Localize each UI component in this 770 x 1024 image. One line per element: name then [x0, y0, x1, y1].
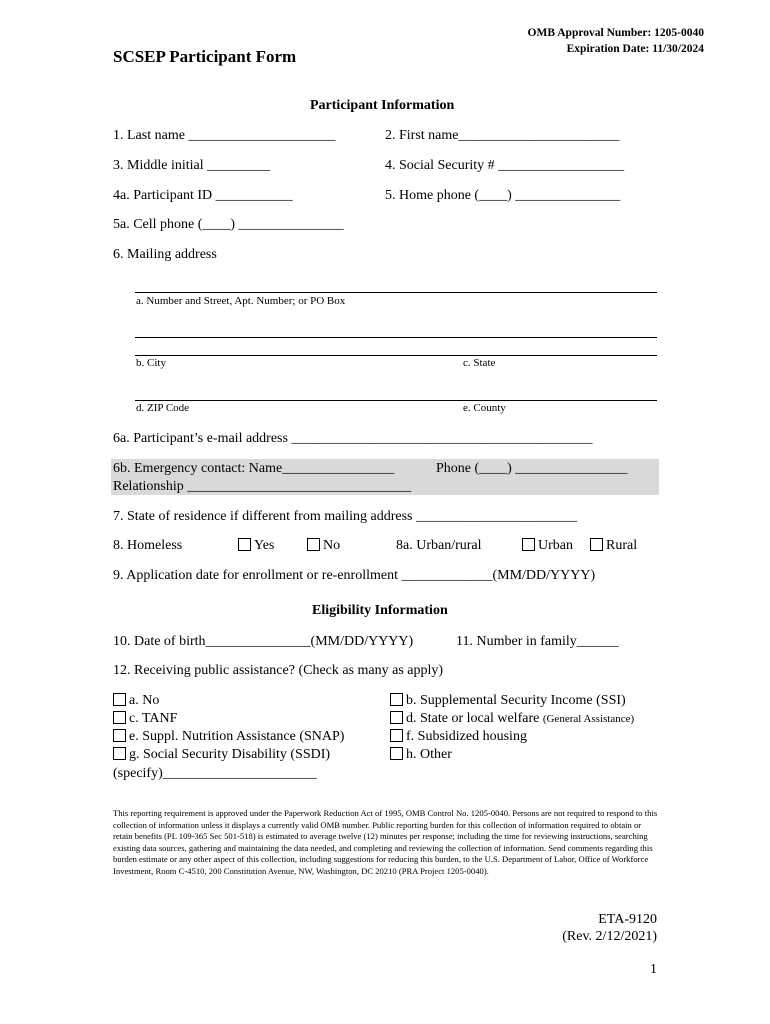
revision-date: (Rev. 2/12/2021)	[562, 929, 657, 944]
street-line[interactable]	[135, 292, 657, 293]
option-other-label: h. Other	[406, 747, 452, 762]
urban-label: Urban	[538, 538, 573, 553]
eligibility-section-title: Eligibility Information	[312, 603, 448, 618]
option-welfare-label: d. State or local welfare	[406, 711, 540, 726]
option-other[interactable]	[390, 747, 452, 763]
participant-id-field[interactable]: 4a. Participant ID ___________	[113, 188, 293, 203]
checkbox-icon[interactable]	[113, 729, 126, 742]
public-assistance-label: 12. Receiving public assistance? (Check as many as apply)	[113, 663, 444, 678]
mailing-address-label: 6. Mailing address	[113, 247, 217, 262]
checkbox-icon[interactable]	[590, 538, 603, 551]
zip-county-line[interactable]	[135, 400, 657, 401]
homeless-label: 8. Homeless	[113, 538, 183, 553]
option-ssdi-label: g. Social Security Disability (SSDI)	[129, 747, 331, 762]
home-phone-field[interactable]: 5. Home phone (____) _______________	[385, 188, 621, 203]
street-label: a. Number and Street, Apt. Number; or PO Box	[136, 295, 346, 307]
rural-label: Rural	[606, 538, 638, 553]
urban-rural-label: 8a. Urban/rural	[396, 538, 482, 553]
specify-field[interactable]: (specify)______________________	[113, 766, 317, 781]
city-label: b. City	[136, 357, 166, 369]
state-label: c. State	[463, 357, 496, 369]
middle-initial-field[interactable]: 3. Middle initial _________	[113, 158, 271, 173]
first-name-field[interactable]: 2. First name_______________________	[385, 128, 620, 143]
form-number: ETA-9120	[598, 912, 657, 927]
checkbox-icon[interactable]	[113, 747, 126, 760]
yes-label: Yes	[254, 538, 275, 553]
option-welfare[interactable]	[390, 711, 634, 727]
omb-approval-number: OMB Approval Number: 1205-0040	[527, 27, 704, 39]
street-line-2[interactable]	[135, 337, 657, 338]
dob-field[interactable]: 10. Date of birth_______________(MM/DD/YYYY)	[113, 634, 414, 649]
option-housing[interactable]	[390, 729, 527, 745]
option-snap[interactable]	[113, 729, 344, 745]
option-welfare-note: (General Assistance)	[542, 713, 635, 725]
family-size-field[interactable]: 11. Number in family______	[456, 634, 619, 649]
emergency-phone-field[interactable]: Phone (____) ________________	[436, 461, 628, 476]
option-tanf-label: c. TANF	[129, 711, 178, 726]
homeless-yes-option[interactable]	[238, 538, 274, 554]
ssn-field[interactable]: 4. Social Security # __________________	[385, 158, 625, 173]
checkbox-icon[interactable]	[390, 711, 403, 724]
emergency-relationship-field[interactable]: Relationship ________________________________	[113, 479, 412, 494]
checkbox-icon[interactable]	[113, 693, 126, 706]
city-state-line[interactable]	[135, 355, 657, 356]
checkbox-icon[interactable]	[390, 693, 403, 706]
option-housing-label: f. Subsidized housing	[406, 729, 527, 744]
checkbox-icon[interactable]	[522, 538, 535, 551]
paperwork-reduction-note: This reporting requirement is approved under the Paperwork Reduction Act of 1995, OMB Control No. 1205-0040. Persons are not required to respond to this collection of information unless it displays a currently valid OMB number. Public reporting burden for this collection of information required to obtain or retain benefits (PL 109-365 Sec 501-518) is estimated to average twelve (12) minutes per response; including the time for reviewing instructions, searching existing data sources, gathering and maintaining the data needed, and completing and reviewing the collection of information. Send comments regarding this burden estimate or any other aspect of this collection, including suggestions for reducing this burden, to the U.S. Department of Labor, Office of Workforce Investment, Room C-4510, 200 Constitution Avenue, NW, Washington, DC 20210 (PRA Project 1205-0040).	[113, 808, 658, 876]
expiration-date: Expiration Date: 11/30/2024	[566, 43, 704, 55]
option-ssi[interactable]	[390, 693, 626, 709]
option-tanf[interactable]	[113, 711, 177, 727]
checkbox-icon[interactable]	[238, 538, 251, 551]
zip-label: d. ZIP Code	[136, 402, 190, 414]
option-ssdi[interactable]	[113, 747, 330, 763]
option-no-label: a. No	[129, 693, 160, 708]
checkbox-icon[interactable]	[307, 538, 320, 551]
checkbox-icon[interactable]	[390, 747, 403, 760]
emergency-name-field[interactable]: 6b. Emergency contact: Name________________	[113, 461, 395, 476]
email-field[interactable]: 6a. Participant’s e-mail address ___________________________________________	[113, 431, 593, 446]
no-label: No	[323, 538, 341, 553]
cell-phone-field[interactable]: 5a. Cell phone (____) _______________	[113, 217, 344, 232]
option-ssi-label: b. Supplemental Security Income (SSI)	[406, 693, 626, 708]
option-snap-label: e. Suppl. Nutrition Assistance (SNAP)	[129, 729, 345, 744]
participant-section-title: Participant Information	[310, 98, 455, 113]
state-residence-field[interactable]: 7. State of residence if different from mailing address _______________________	[113, 509, 577, 524]
application-date-field[interactable]: 9. Application date for enrollment or re-enrollment _____________(MM/DD/YYYY)	[113, 568, 596, 583]
checkbox-icon[interactable]	[390, 729, 403, 742]
last-name-field[interactable]: 1. Last name _____________________	[113, 128, 336, 143]
urban-option[interactable]	[522, 538, 573, 554]
checkbox-icon[interactable]	[113, 711, 126, 724]
county-label: e. County	[463, 402, 506, 414]
form-title: SCSEP Participant Form	[113, 47, 297, 66]
page-number: 1	[650, 962, 657, 977]
homeless-no-option[interactable]	[307, 538, 340, 554]
rural-option[interactable]	[590, 538, 637, 554]
option-no[interactable]	[113, 693, 159, 709]
